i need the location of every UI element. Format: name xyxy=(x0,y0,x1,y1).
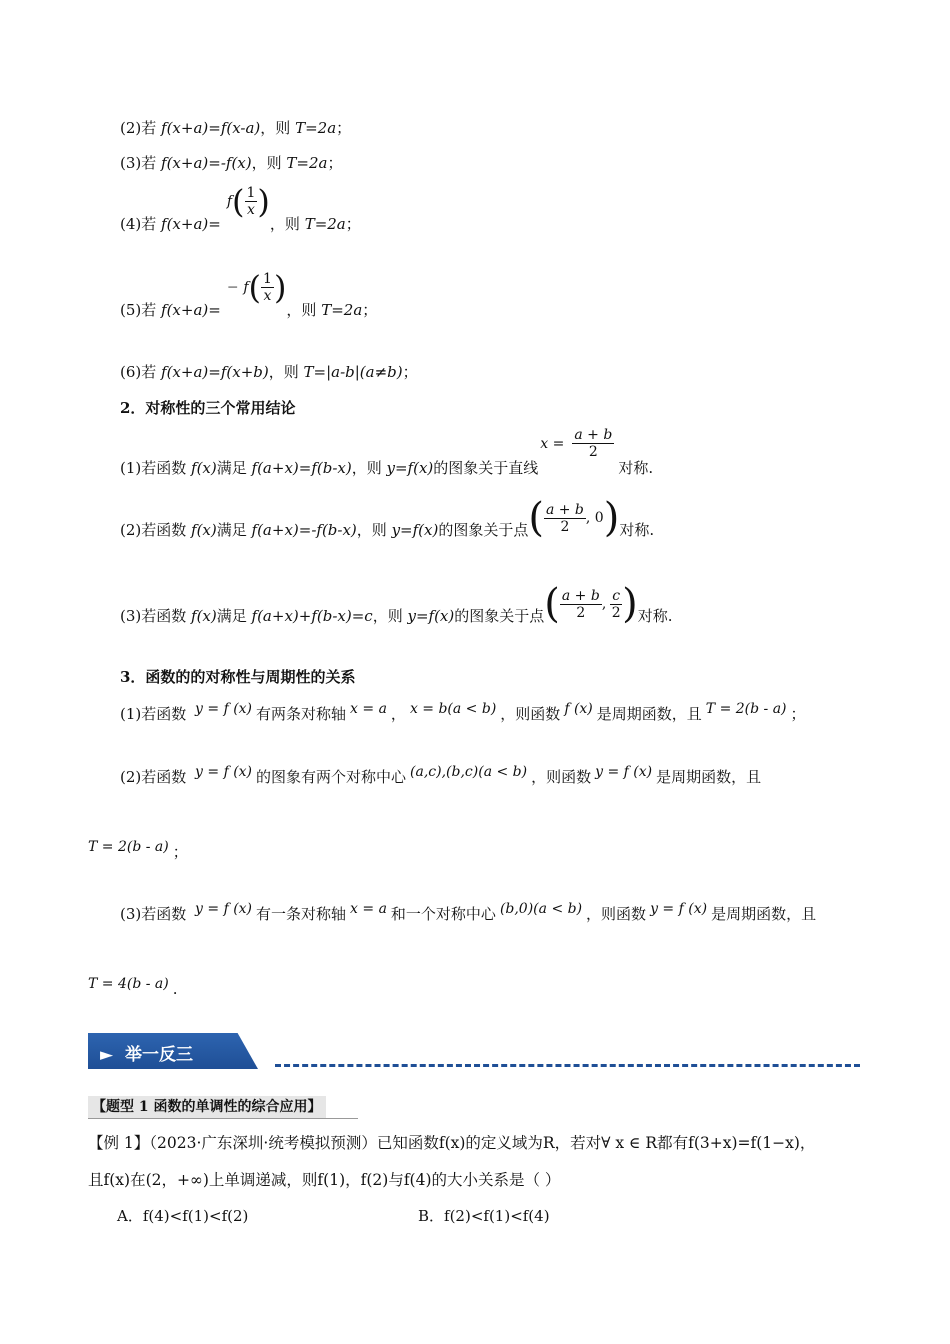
period-item-2 xyxy=(120,118,351,138)
minus-sign: − xyxy=(226,279,239,296)
fraction-denominator: 2 xyxy=(588,444,598,460)
axis-a: x = a xyxy=(350,701,387,717)
text: (2)若函数 xyxy=(120,768,187,786)
end-mark: ； xyxy=(345,215,361,233)
text: ，则 xyxy=(351,459,387,477)
period-item-3 xyxy=(120,153,342,173)
relation-item-2 xyxy=(120,764,762,788)
text: 满足 xyxy=(216,607,252,625)
period-result: T=2a xyxy=(295,119,337,137)
condition: f(x+a)= xyxy=(161,215,221,233)
condition: f(x+a)=-f(x) xyxy=(161,154,252,172)
end-text: 对称. xyxy=(637,607,673,625)
symmetry-item-1 xyxy=(120,428,653,480)
text: 的图象关于点 xyxy=(454,607,545,625)
condition: f(a+x)=f(b-x) xyxy=(251,459,352,477)
point-tail: , 0 xyxy=(585,510,604,526)
fraction-numerator: a + b xyxy=(561,587,600,604)
text: (2)若函数 xyxy=(120,521,192,539)
yfx: y=f(x) xyxy=(391,521,439,539)
period-item-4 xyxy=(120,182,361,236)
end-mark: ； xyxy=(362,301,378,319)
relation-heading: 3．函数的的对称性与周期性的关系 xyxy=(120,668,356,686)
end-mark: ； xyxy=(327,154,343,172)
text: 的图象有两个对称中心 xyxy=(256,768,407,786)
text: 是周期函数，且 xyxy=(711,905,817,923)
text: 是周期函数，且 xyxy=(596,705,702,723)
period-formula: T = 2(b - a) xyxy=(88,839,169,855)
axis-a: x = a xyxy=(350,901,387,917)
period-formula: T = 2(b - a) xyxy=(705,701,787,717)
yfx: y=f(x) xyxy=(407,607,455,625)
then-text: ，则 xyxy=(286,301,322,319)
yfx: y = f (x) xyxy=(195,901,253,917)
then-text: ，则 xyxy=(268,363,304,381)
fx: f(x) xyxy=(191,459,217,477)
section-banner-title xyxy=(100,1040,193,1065)
symmetry-item-3 xyxy=(120,576,673,628)
item-prefix: (6)若 xyxy=(120,363,162,381)
end-mark: ； xyxy=(402,363,418,381)
item-prefix: (2)若 xyxy=(120,119,162,137)
text: ，则函数 xyxy=(500,705,561,723)
symmetry-center: (b,0)(a < b) xyxy=(499,901,583,917)
banner-title-text: 举一反三 xyxy=(125,1045,193,1065)
condition: f(x+a)= xyxy=(161,301,221,319)
fraction-numerator: 1 xyxy=(263,271,272,287)
example-line-1: 【例 1】（2023·广东深圳·统考模拟预测）已知函数f(x)的定义域为R，若对∀ x ∈ R都有f(3+x)=f(1−x)， xyxy=(88,1134,816,1152)
fraction-numerator: a + b xyxy=(574,427,613,443)
period-formula: T = 4(b - a) xyxy=(88,976,169,992)
f-symbol: f xyxy=(226,193,233,210)
item-prefix: (4)若 xyxy=(120,215,162,233)
period-item-5 xyxy=(120,268,378,322)
text: ，则 xyxy=(356,521,392,539)
yfx: y = f (x) xyxy=(195,701,253,717)
yfx: y=f(x) xyxy=(386,459,434,477)
then-text: ，则 xyxy=(260,119,296,137)
then-text: ，则 xyxy=(251,154,287,172)
fx: f(x) xyxy=(191,521,217,539)
fraction-denominator: x xyxy=(263,288,272,304)
yfx: y = f (x) xyxy=(195,764,253,780)
end-mark: ； xyxy=(172,843,188,861)
fx: f (x) xyxy=(564,701,593,717)
period-item-6 xyxy=(120,362,418,382)
end-mark: ； xyxy=(336,119,352,137)
option-a[interactable]: A．f(4)<f(1)<f(2) xyxy=(117,1207,249,1225)
text: ，则 xyxy=(372,607,408,625)
condition: f(x+a)=f(x+b) xyxy=(161,363,269,381)
condition: f(a+x)+f(b-x)=c xyxy=(251,607,373,625)
text: 和一个对称中心 xyxy=(390,905,496,923)
fx: f(x) xyxy=(191,607,217,625)
example-line-2: 且f(x)在(2，+∞)上单调递减，则f(1)，f(2)与f(4)的大小关系是（ ） xyxy=(88,1171,561,1189)
neg-reciprocal-expr: − f( $\frac{1}{x}$ ) xyxy=(226,268,287,307)
f-symbol: f xyxy=(243,279,249,296)
symmetry-centers: (a,c),(b,c)(a < b) xyxy=(410,764,528,780)
period-result: T=|a-b|(a≠b) xyxy=(303,363,403,381)
period-result: T=2a xyxy=(304,215,346,233)
type-label-underline xyxy=(88,1118,358,1119)
fraction-denominator: 2 xyxy=(576,604,586,621)
text: 满足 xyxy=(216,459,252,477)
play-arrow-icon: ► xyxy=(100,1045,114,1065)
center-point: ( $\frac{a + b}{2}$ , 0 ) xyxy=(528,495,620,541)
yfx: y = f (x) xyxy=(595,764,653,780)
axis-b: x = b(a < b) xyxy=(409,701,497,717)
fraction-numerator: c xyxy=(612,587,621,604)
text: (1)若函数 xyxy=(120,705,187,723)
relation-item-1 xyxy=(120,701,806,725)
relation-item-3-period xyxy=(88,973,178,998)
condition: f(a+x)=-f(b-x) xyxy=(251,521,357,539)
item-prefix: (5)若 xyxy=(120,301,162,319)
symmetry-heading: 2．对称性的三个常用结论 xyxy=(120,399,296,417)
relation-item-2-period xyxy=(88,836,188,861)
end-mark: . xyxy=(172,980,178,998)
fraction-numerator: 1 xyxy=(246,185,256,201)
question-type-label: 【题型 1 函数的单调性的综合应用】 xyxy=(88,1096,326,1118)
end-text: 对称. xyxy=(618,459,654,477)
text: 的图象关于点 xyxy=(438,521,529,539)
end-text: 对称. xyxy=(619,521,655,539)
option-b[interactable]: B．f(2)<f(1)<f(4) xyxy=(418,1207,550,1225)
fraction-denominator: x xyxy=(247,202,255,218)
period-result: T=2a xyxy=(286,154,328,172)
period-result: T=2a xyxy=(321,301,363,319)
symmetry-item-2 xyxy=(120,490,654,542)
fraction-numerator: a + b xyxy=(545,501,584,518)
item-prefix: (3)若 xyxy=(120,154,162,172)
condition: f(x+a)=f(x-a) xyxy=(161,119,261,137)
yfx: y = f (x) xyxy=(650,901,708,917)
text: 是周期函数，且 xyxy=(656,768,762,786)
then-text: ，则 xyxy=(269,215,305,233)
text: 有两条对称轴 xyxy=(256,705,347,723)
x-equals: x = xyxy=(540,435,565,452)
text: (3)若函数 xyxy=(120,607,192,625)
text: 满足 xyxy=(216,521,252,539)
text: ，则函数 xyxy=(586,905,647,923)
axis-equation xyxy=(540,427,614,460)
reciprocal-expr: f( $\frac{1}{x}$ ) xyxy=(226,182,270,221)
text: ，则函数 xyxy=(531,768,592,786)
text: 的图象关于直线 xyxy=(433,459,539,477)
end-mark: ； xyxy=(790,705,806,723)
center-point: ( $\frac{a + b}{2}$ , $\frac{c}{2}$ ) xyxy=(544,581,638,627)
separator: ， xyxy=(390,705,406,723)
banner-dash-line xyxy=(275,1064,860,1067)
fraction-denominator: 2 xyxy=(560,518,570,535)
fraction-denominator: 2 xyxy=(611,604,621,621)
text: (3)若函数 xyxy=(120,905,187,923)
text: (1)若函数 xyxy=(120,459,192,477)
relation-item-3 xyxy=(120,901,817,925)
text: 有一条对称轴 xyxy=(256,905,347,923)
